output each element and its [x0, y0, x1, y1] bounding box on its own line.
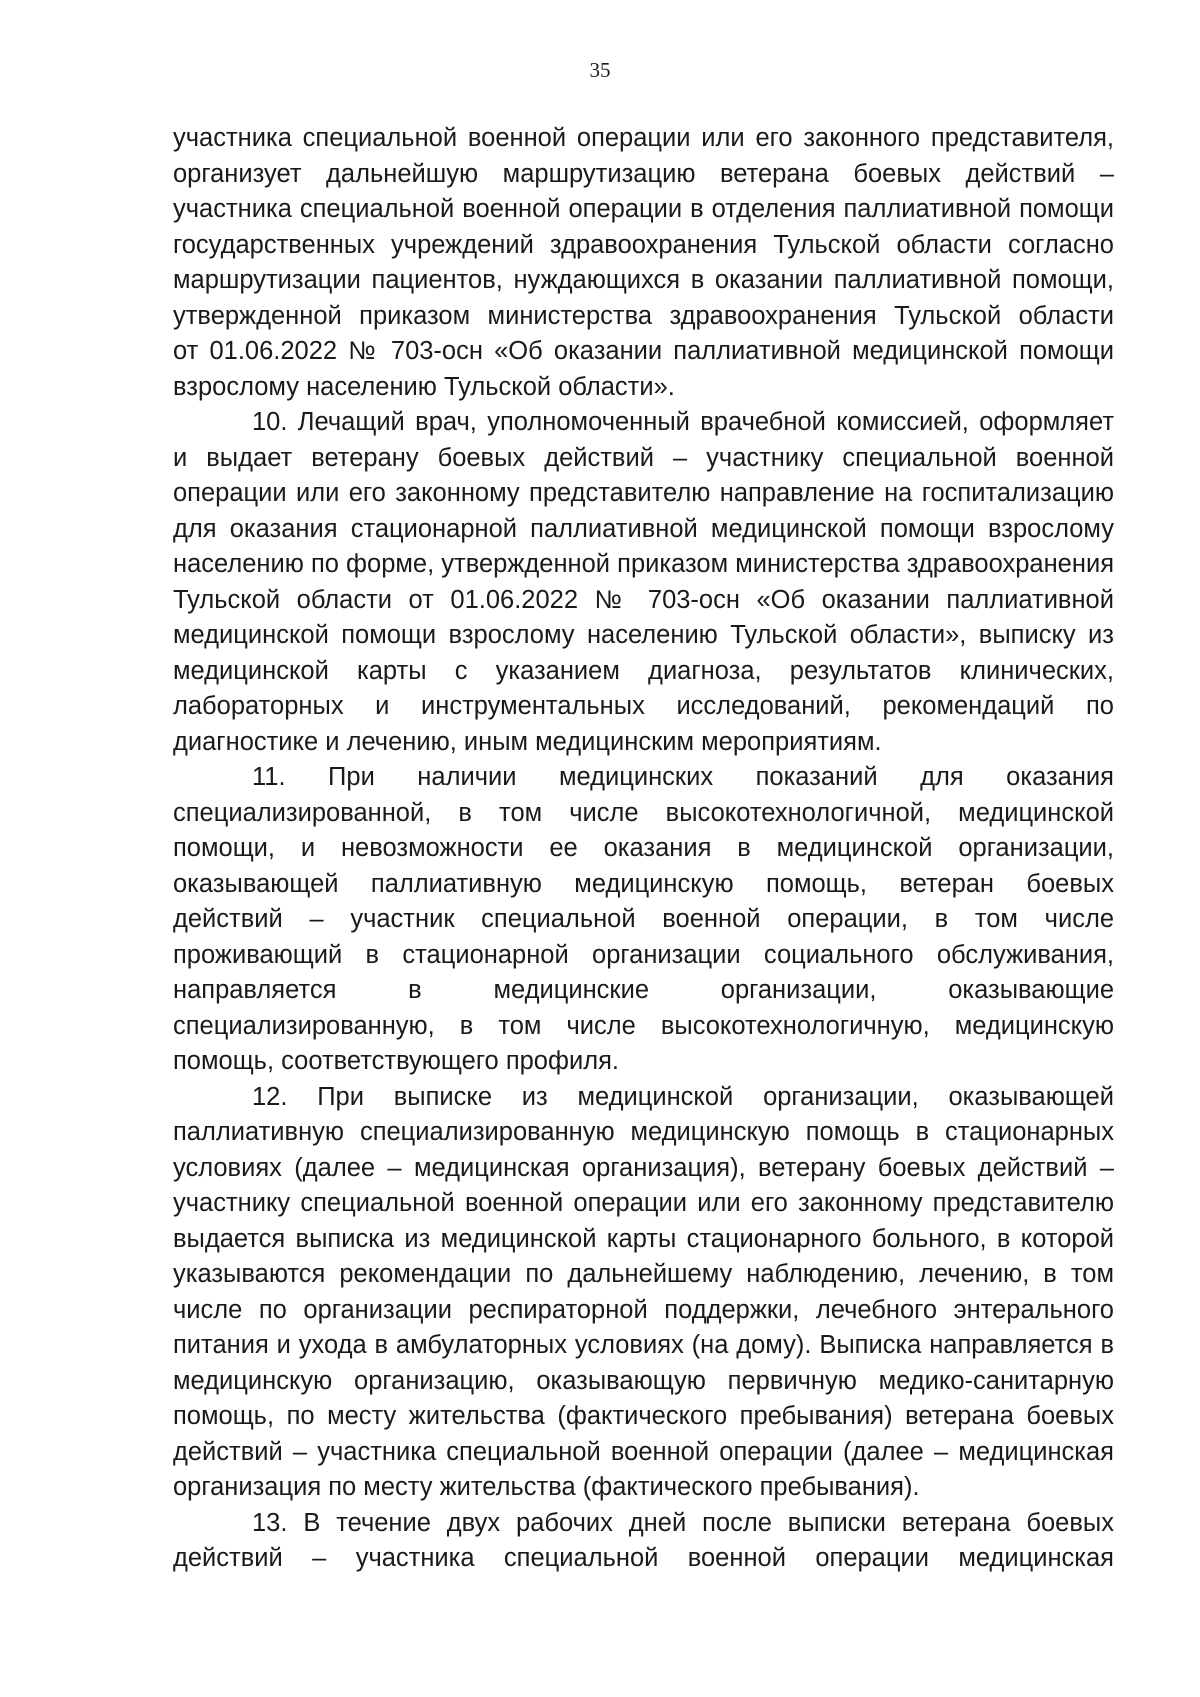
text-line: населению по форме, утвержденной приказом министерства здравоохранения: [173, 550, 1114, 578]
text-line: от 01.06.2022 № 703-осн «Об оказании паллиативной медицинской помощи: [173, 337, 1114, 365]
text-line: операции или его законному представителю направление на госпитализацию: [173, 479, 1114, 507]
text-line: государственных учреждений здравоохранения Тульской области согласно: [173, 230, 1114, 259]
text-line: помощи, и невозможности ее оказания в медицинской организации,: [173, 834, 1114, 862]
paragraph-13-start: 13. В течение двух рабочих дней после выписки ветерана боевых: [252, 1508, 1114, 1537]
text-line: диагностике и лечению, иным медицинским мероприятиям.: [173, 727, 882, 756]
text-line: направляется в медицинские организации, оказывающие: [173, 976, 1114, 1004]
text-line: проживающий в стационарной организации социального обслуживания,: [173, 940, 1114, 969]
text-line: действий – участника специальной военной операции медицинская: [173, 1544, 1114, 1572]
text-line: для оказания стационарной паллиативной медицинской помощи взрослому: [173, 514, 1114, 543]
text-line: числе по организации респираторной поддержки, лечебного энтерального: [173, 1295, 1114, 1324]
text-line: указываются рекомендации по дальнейшему наблюдению, лечению, в том: [173, 1260, 1114, 1288]
paragraph-11-start: 11. При наличии медицинских показаний для оказания: [252, 763, 1114, 791]
text-line: утвержденной приказом министерства здравоохранения Тульской области: [173, 301, 1114, 330]
text-line: взрослому населению Тульской области».: [173, 372, 675, 401]
text-line: лабораторных и инструментальных исследований, рекомендаций по: [173, 692, 1114, 720]
text-line: действий – участник специальной военной операции, в том числе: [173, 905, 1114, 933]
text-line: специализированную, в том числе высокотехнологичную, медицинскую: [173, 1011, 1114, 1040]
text-line: помощь, по месту жительства (фактического пребывания) ветерана боевых: [173, 1402, 1114, 1430]
paragraph-12-start: 12. При выписке из медицинской организации, оказывающей: [252, 1082, 1114, 1111]
text-line: оказывающей паллиативную медицинскую помощь, ветеран боевых: [173, 869, 1114, 898]
paragraph-10-start: 10. Лечащий врач, уполномоченный врачебной комиссией, оформляет: [252, 408, 1114, 436]
text-line: паллиативную специализированную медицинскую помощь в стационарных: [173, 1118, 1114, 1146]
document-body: [173, 121, 1114, 1577]
text-line: участника специальной военной операции в отделения паллиативной помощи: [173, 195, 1114, 223]
text-line: медицинской карты с указанием диагноза, результатов клинических,: [173, 656, 1114, 685]
text-line: организует дальнейшую маршрутизацию ветерана боевых действий –: [173, 159, 1114, 188]
text-line: участника специальной военной операции или его законного представителя,: [173, 124, 1114, 152]
text-line: специализированной, в том числе высокотехнологичной, медицинской: [173, 798, 1114, 827]
text-line: медицинской помощи взрослому населению Тульской области», выписку из: [173, 621, 1114, 649]
text-line: маршрутизации пациентов, нуждающихся в оказании паллиативной помощи,: [173, 266, 1114, 294]
text-line: условиях (далее – медицинская организация), ветерану боевых действий –: [173, 1153, 1114, 1182]
text-line: организация по месту жительства (фактического пребывания).: [173, 1473, 920, 1501]
text-line: помощь, соответствующего профиля.: [173, 1047, 619, 1075]
text-line: действий – участника специальной военной операции (далее – медицинская: [173, 1437, 1114, 1466]
text-line: питания и ухода в амбулаторных условиях (на дому). Выписка направляется в: [173, 1331, 1114, 1359]
text-line: Тульской области от 01.06.2022 № 703-осн «Об оказании паллиативной: [173, 585, 1114, 614]
page-number: 35: [589, 58, 611, 82]
text-line: и выдает ветерану боевых действий – участнику специальной военной: [173, 443, 1114, 472]
text-line: выдается выписка из медицинской карты стационарного больного, в которой: [173, 1224, 1114, 1253]
text-line: участнику специальной военной операции или его законному представителю: [173, 1189, 1114, 1217]
text-line: медицинскую организацию, оказывающую первичную медико-санитарную: [173, 1366, 1114, 1395]
